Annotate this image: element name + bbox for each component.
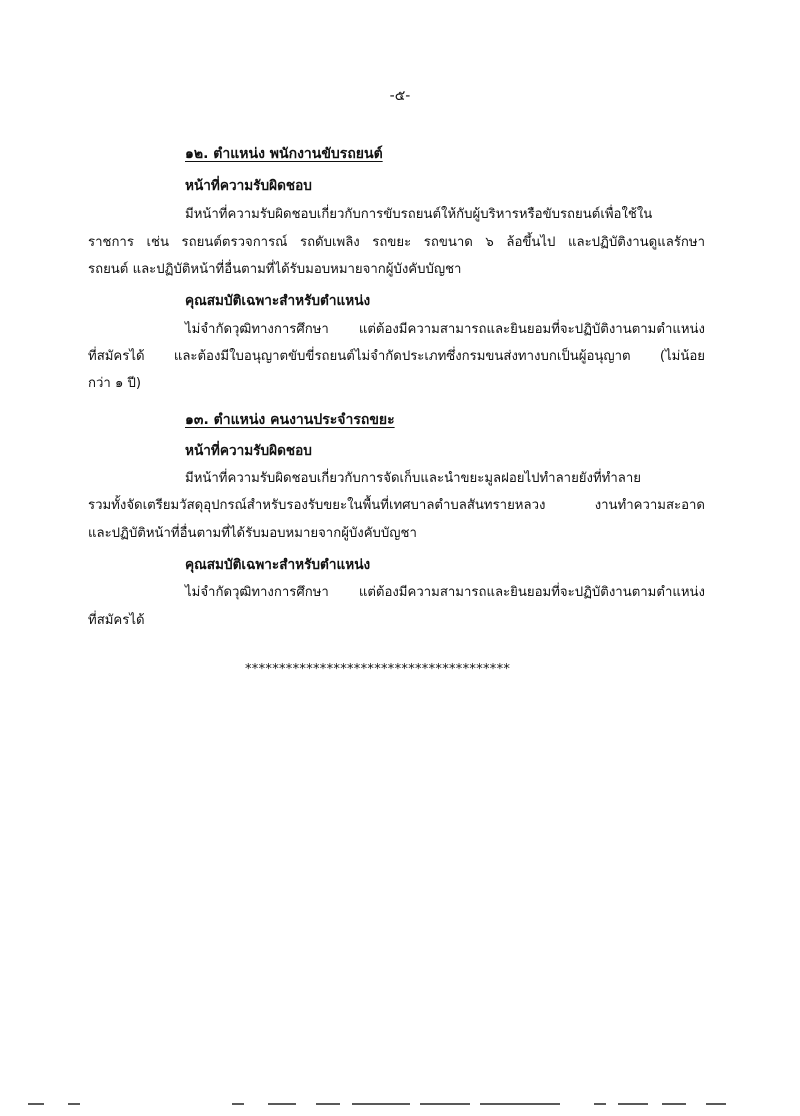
scan-artifact-lines	[0, 1092, 800, 1116]
duties-line-13-2: รวมทั้งจัดเตรียมวัสดุอุปกรณ์สำหรับรองรับขยะในพื้นที่เทศบาลตำบลสันทรายหลวง งานทำความสะอาด	[88, 498, 705, 513]
qualification-heading-13: คุณสมบัติเฉพาะสำหรับตำแหน่ง	[185, 557, 371, 573]
duties-line-12-1: มีหน้าที่ความรับผิดชอบเกี่ยวกับการขับรถยนต์ให้กับผู้บริหารหรือขับรถยนต์เพื่อใช้ใน	[185, 207, 653, 222]
end-marker-asterisks: ***************************************	[245, 662, 511, 677]
duties-heading-13: หน้าที่ความรับผิดชอบ	[185, 443, 312, 459]
qualification-heading-12: คุณสมบัติเฉพาะสำหรับตำแหน่ง	[185, 293, 371, 309]
qualification-line-12-2: ที่สมัครได้ และต้องมีใบอนุญาตขับขี่รถยนต์ไม่จำกัดประเภทซึ่งกรมขนส่งทางบกเป็นผู้อนุญาต (ไม่น้อย	[88, 349, 705, 364]
duties-line-13-3: และปฏิบัติหน้าที่อื่นตามที่ได้รับมอบหมายจากผู้บังคับบัญชา	[88, 526, 417, 541]
section-title-12: ๑๒. ตำแหน่ง พนักงานขับรถยนต์	[185, 146, 383, 162]
qualification-line-12-3: กว่า ๑ ปี)	[88, 376, 142, 391]
duties-line-12-2: ราชการ เช่น รถยนต์ตรวจการณ์ รถดับเพลิง รถขยะ รถขนาด ๖ ล้อขึ้นไป และปฏิบัติงานดูแลรักษา	[88, 235, 705, 250]
duties-heading-12: หน้าที่ความรับผิดชอบ	[185, 178, 312, 194]
page-number: -๕-	[389, 88, 411, 104]
qualification-line-12-1: ไม่จำกัดวุฒิทางการศึกษา แต่ต้องมีความสามารถและยินยอมที่จะปฏิบัติงานตามตำแหน่ง	[185, 322, 705, 337]
duties-line-13-1: มีหน้าที่ความรับผิดชอบเกี่ยวกับการจัดเก็บและนำขยะมูลฝอยไปทำลายยังที่ทำลาย	[185, 471, 641, 486]
duties-line-12-3: รถยนต์ และปฏิบัติหน้าที่อื่นตามที่ได้รับมอบหมายจากผู้บังคับบัญชา	[88, 262, 462, 277]
qualification-line-13-1: ไม่จำกัดวุฒิทางการศึกษา แต่ต้องมีความสามารถและยินยอมที่จะปฏิบัติงานตามตำแหน่ง	[185, 585, 705, 600]
qualification-line-13-2: ที่สมัครได้	[88, 613, 145, 628]
section-title-13: ๑๓. ตำแหน่ง คนงานประจำรถขยะ	[185, 412, 395, 428]
